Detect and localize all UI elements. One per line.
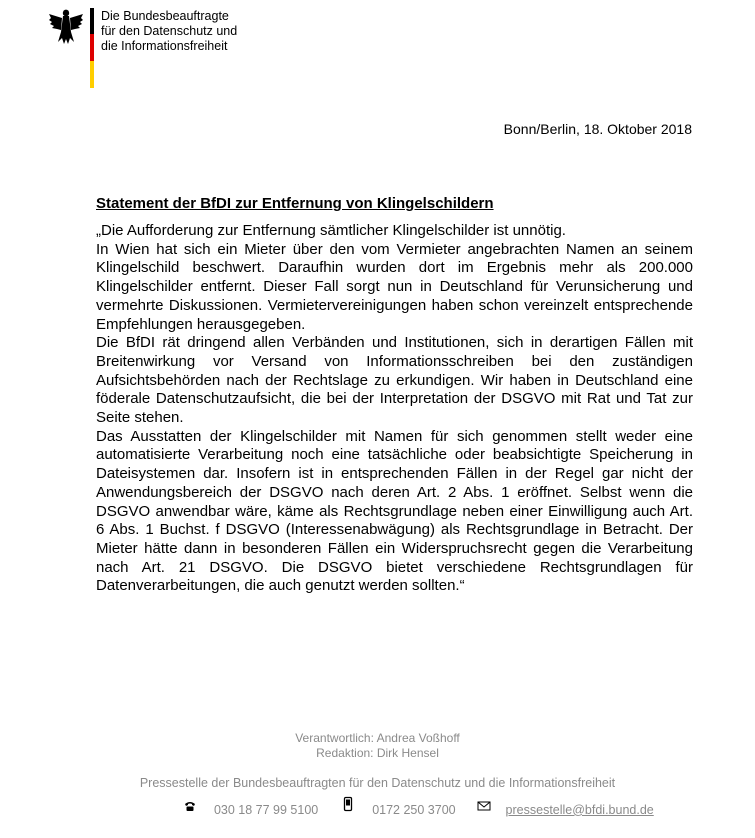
org-line: für den Datenschutz und: [101, 24, 238, 38]
document-title: Statement der BfDI zur Entfernung von Klingelschildern: [96, 195, 494, 212]
phone-icon: [183, 799, 197, 813]
org-line: die Informationsfreiheit: [101, 39, 228, 53]
press-office-line: Pressestelle der Bundesbeauftragten für den Datenschutz und die Informationsfreiheit: [139, 776, 616, 790]
body-paragraph: In Wien hat sich ein Mieter über den vom Vermieter angebrachten Namen an seinem Klingelschild beschwert. Daraufhin wurden dort im Ergebnis mehr als 200.000 Klingelschilder entfernt. Dieser Fall sorgt nun in Deutschland für Verunsicherung und vermehrte Diskussionen. Vermietervereinigungen haben schon vereinzelt entsprechende Empfehlungen herausgegeben.: [96, 240, 693, 333]
email-link[interactable]: pressestelle@bfdi.bund.de: [505, 802, 654, 817]
mobile-phone-icon: [341, 795, 355, 813]
mobile-number[interactable]: 0172 250 3700: [372, 802, 456, 817]
body-paragraph: Die BfDI rät dringend allen Verbänden und Institutionen, sich in derartigen Fällen mit Breitenwirkung vor Versand von Informationsschreiben bei den zuständigen Aufsichtsbehörden nach der Rechtslage zu erkundigen. Wir haben in Deutschland eine föderale Datenschutzaufsicht, die bei der Interpretation der DSGVO mit Rat und Tat zur Seite stehen.: [96, 334, 693, 427]
signature-block: [0, 731, 755, 761]
org-line: Die Bundesbeauftragte: [101, 9, 229, 23]
envelope-icon: [477, 799, 491, 813]
organization-name: [101, 9, 237, 54]
body-paragraph: Das Ausstatten der Klingelschilder mit Namen für sich genommen stellt weder eine automatisierte Verarbeitung noch eine tatsächliche oder beabsichtigte Speicherung in Dateisystemen dar. Insofern ist in entsprechenden Fällen in der Regel gar nicht der Anwendungsbereich der DSGVO nach deren Art. 2 Abs. 1 eröffnet. Selbst wenn die DSGVO anwendbar wäre, käme als Rechtsgrundlage neben einer Einwilligung auch Art. 6 Abs. 1 Buchst. f DSGVO (Interessenabwägung) als Rechtsgrundlage in Betracht. Der Mieter hätte dann in besonderen Fällen ein Widerspruchsrecht gegen die Verarbeitung nach Art. 21 DSGVO. Die DSGVO bietet verschiedene Rechtsgrundlagen für Datenverarbeitungen, die auch genutzt werden sollten.“: [96, 427, 693, 595]
editor-line: Redaktion: Dirk Hensel: [316, 746, 439, 760]
eagle-emblem-icon: [48, 8, 84, 46]
german-flag-stripe: [90, 8, 94, 88]
phone-number[interactable]: 030 18 77 99 5100: [213, 802, 319, 817]
contact-line: [183, 795, 654, 817]
body-paragraph: „Die Aufforderung zur Entfernung sämtlicher Klingelschilder ist unnötig.: [96, 222, 566, 239]
responsible-line: Verantwortlich: Andrea Voßhoff: [295, 731, 460, 745]
document-body: [96, 222, 693, 596]
document-date: Bonn/Berlin, 18. Oktober 2018: [503, 121, 692, 137]
